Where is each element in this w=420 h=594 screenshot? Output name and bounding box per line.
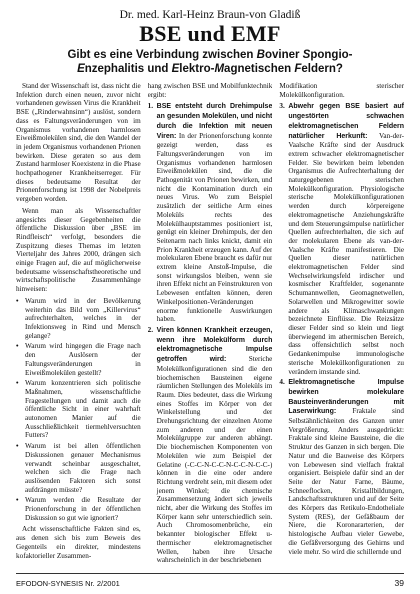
bullet-icon: • — [16, 379, 19, 388]
article-header — [0, 8, 420, 76]
article-subtitle: Gibt es eine Verbindung zwischen Boviner Spongio-Enzephalitis und Elektro-Magnetischen Feldern? — [67, 49, 353, 75]
page-number: 39 — [394, 578, 404, 588]
question-list — [16, 297, 141, 523]
body-paragraph: Acht wissenschaftliche Fakten sind es, aus denen sich bis zum Beweis des Gegenteils ein direkter, mindestens kofaktorieller Zusammen- — [16, 525, 141, 560]
list-item: • Warum wird hingegen die Frage nach den Auslösern der Faltungsveränderungen in Eiweißmolekülen gestellt? — [16, 342, 141, 377]
article-title: BSE und EMF — [139, 21, 281, 46]
list-item: • Warum wird in der Bevölkerung weiterhin das Bild vom „Killervirus“ aufrechterhalten, welches in der Infektionsweg in Rind und Mensch gelange? — [16, 296, 141, 340]
article-body — [16, 82, 404, 570]
list-item: 2. Viren können Krankheit erzeugen, wenn ihre Molekülform durch elektromagnetische Impulse getroffen wird: Steriche Molekülkonfigurationen sind die den biochemischen Bausteinen eigene räumlichen Stellungen des Moleküls im Raum. Dies bedeutet, dass die Wirkung eines Stoffes im Körper von der Winkelstellung und der Drehungsrichtung der einzelnen Atome zum anderen und der einen Molekülgruppe zur anderen abhängt. Die biochemischen Komponenten von Molekülen wie zum Beispiel der Gelatine (-C-C-N-C-C-N-C-C-N-C-C-) können in die eine oder andere Richtung verdreht sein, mit diesem oder jenem Winkel; die chemische Zusammensetzung ändert sich jeweils nicht, aber die Wirkung des Stoffes im Körper kann sehr unterschiedlich sein. Auch Chromosomenbrüche, ein bekannter biologischer Effekt u-thermischer elektromagnetischer Wellen, haben ihre Ursache wahrscheinlich in der beschriebenen — [147, 325, 273, 565]
column-3 — [279, 82, 404, 570]
list-item: • Warum ist bei allen öffentlichen Diskussionen genauer Mechanismus verwandt scheinbar ausgeschaltet, welchen sich die Frage nach auslösenden Faktoren sich sonst aufdrängen müsste? — [16, 442, 141, 494]
list-item: 4. Elektromagnetische Impulse bewirken molekulare Bausteinveränderungen mit Laserwirkung: Fraktale sind Selbstähnlichkeiten des Ganzen unter Vergrößerung. Anders ausgedrückt: Fraktale sind kleine Bausteine, die die Struktur des Ganzen in sich bergen. Die Natur und die Bauweise des Körpers von Lebewesen sind vielfach fraktal organisiert. Beispiele dafür sind an der Seite der Natur Farne, Bäume, Schneeflocken, Kristallbildungen, Landschaftsstrukturen und auf der Seite des Körpers das Retikulo-Endotheliale System (RES), der Gefäßbaum der Niere, die Koronararterien, der histologische Aufbau vieler Gewebe, die Gefäßversorgung des Gehirns und viele mehr. So wird die schillernde und — [279, 378, 404, 556]
fact-list — [148, 102, 273, 565]
list-item: 3. Abwehr gegen BSE basiert auf ungestörten schwachen elektromagnetischen Feldern natürlicher Herkunft: Van-der-Vaalsche Kräfte sind der Ausdruck extrem schwacher elektromagnetischer Felder. Sie bewirken beim lebenden Organismus die Aufrechterhaltung der naturgegebenen sterischen Molekülkonfiguration. Physiologische sterische Molekülkonfigurationen werden durch körpereigene elektromagnetische Anziehungskräfte und dem Steuerungsimpulse natürlicher Quellen aufrechterhalten, die sich auf der molekularen Ebene als van-der-Vaalsche Kräfte manifestieren. Die Quellen dieser natürlichen elektromagnetischen Felder sind Wechselwirkungsfeld irdischer und kosmischer Kraftfelder, sogenannte Schumannwellen, Geomagnetwellen, Solarwellen und Mikrogewitter sowie andere als Klimaschwankungen bezeichnete Einflüsse. Die Reizsätze dieser Felder sind so klein und liegt überwiegend im athermischen Bereich, dass offensichtlich selbst noch Gedankenimpulse immunologische sterische Molekülkonfigurationen zu verändern imstande sind. — [279, 102, 404, 376]
bullet-icon: • — [16, 496, 19, 505]
body-paragraph: hang zwischen BSE und Mobilfunktechnik ergibt: — [147, 82, 273, 99]
column-1 — [16, 82, 141, 570]
bullet-icon: • — [16, 342, 19, 351]
author-name: Dr. med. Karl-Heinz Braun-von Gladiß — [119, 9, 301, 21]
fact-list — [279, 102, 404, 556]
list-item: 1. BSE entsteht durch Drehimpulse an gesunden Molekülen, und nicht durch die Infektion mit neuen Viren: In der Prionenforschung konnte gezeigt werden, dass es Faltungsveränderungen von im Organismus vorhandenen harmlosen Eiweißmolekülen sind, die die Pathogenität von Prionen bewirken, und nicht die Kontamination durch ein neues Virus. Wo zum Beispiel zusätzlich der seitliche Arm eines Moleküls rechts des Molekülhauptstammes positioniert ist, genügt ein kleiner Drehimpuls, der den Seitenarm nach links knickt, damit ein Prion Krankheit erzeugen kann. Auf der molekularen Ebene braucht es dafür nur extrem kleine Anstoß-Impulse, die sonst wirkungslos bleiben, wenn sie ihren Effekt nicht an Feinstrukturen von Lebewesen entfalten können, deren Winkelpositionen-Veränderungen enorme funktionelle Auswirkungen haben. — [147, 102, 273, 324]
bullet-icon: • — [16, 442, 19, 451]
list-item: • Warum werden die Resultate der Prionenforschung in der öffentlichen Diskussion so gut wie ignoriert? — [16, 496, 141, 522]
page-footer — [16, 573, 404, 588]
bullet-icon: • — [16, 296, 19, 305]
body-paragraph: Modifikation sterischer Molekülkonfiguration. — [279, 82, 404, 99]
body-paragraph: Wenn man als Wissenschaftler angesichts dieser Gegebenheiten die öffentliche Diskussion über „BSE im Rindfleisch“ verfolgt, besonders die Zuspitzung dieses Themas im letzten Vierteljahr des Jahres 2000, drängen sich einige Fragen auf, die auf möglicherweise bedeutsame wissenschaftstheoretische und wirtschaftspolitische Zusammenhänge hinweisen: — [16, 206, 141, 294]
list-item: • Warum konzentrieren sich politische Maßnahmen, wissenschaftliche Fragestellungen und damit auch die öffentliche Sicht in einer wahrhaft autonomen Manier auf die Ausschließlichkeit tiermehlversuchten Futters? — [16, 379, 141, 440]
journal-name: EFODON-SYNESIS Nr. 2/2001 — [16, 579, 120, 588]
column-2 — [148, 82, 273, 570]
body-paragraph: Stand der Wissenschaft ist, dass nicht die Infektion durch einen neuen, zuvor nicht vorhandenen gewissen Virus die Krankheit BSE („Rinderwahnsinn“) auslöst, sondern dass es Faltungsveränderungen von im Organismus vorhandenen harmlosen Eiweißmolekülen sind, die den Wandel der in jedem Organismus vorhandenen Prionen bewirken. Diese geraten so aus dem Zustand harmloser Koexistenz in die Phase hochpathogener Krankheitserreger. Für dieses bedeutsame Resultat der Prionenforschung ist 1998 der Nobelpreis vergeben worden. — [16, 82, 141, 204]
